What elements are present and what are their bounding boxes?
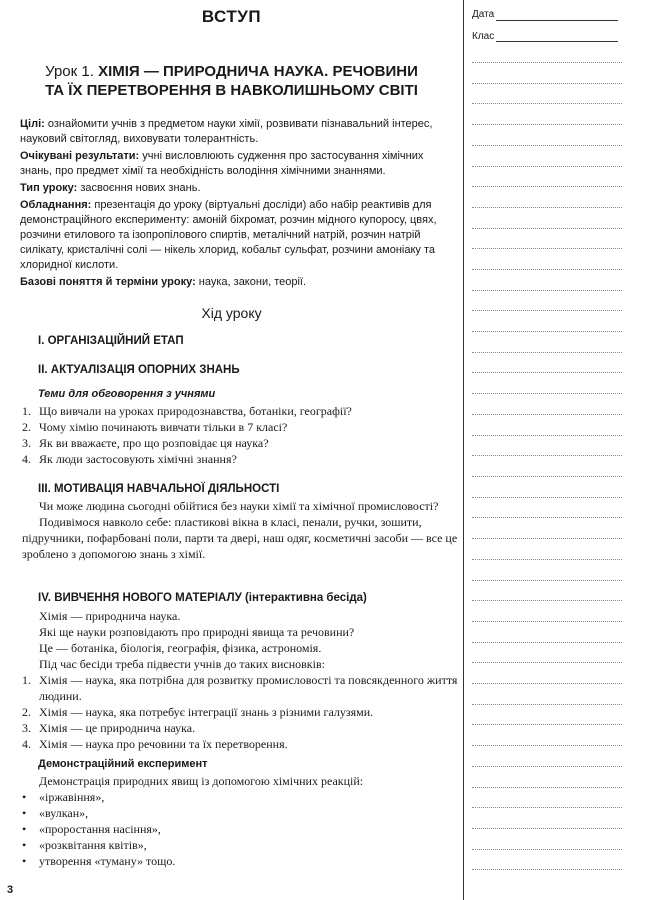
note-line <box>472 207 622 209</box>
list-item: 2. Чому хімію починають вивчати тільки в 7 класі? <box>22 420 288 434</box>
demo-text <box>22 773 458 869</box>
note-line <box>472 642 622 644</box>
list-item: • утворення «туману» тощо. <box>22 854 176 868</box>
course-heading: Хід уроку <box>201 305 262 321</box>
demo-heading: Демонстраційний експеримент <box>38 758 208 770</box>
stage1-heading: І. ОРГАНІЗАЦІЙНИЙ ЕТАП <box>38 335 184 347</box>
note-line <box>472 807 622 809</box>
stage4-line: Хімія — природнича наука. <box>39 609 181 623</box>
note-line <box>472 476 622 478</box>
note-line <box>472 600 622 602</box>
lesson-prefix: Урок 1. <box>45 63 94 80</box>
note-line <box>472 538 622 540</box>
stage4-line: Це — ботаніка, біологія, географія, фізика, астрономія. <box>39 641 322 655</box>
note-line <box>472 186 622 188</box>
lesson-title-line1: ХІМІЯ — ПРИРОДНИЧА НАУКА. РЕЧОВИНИ <box>98 63 418 80</box>
stage2-heading: ІІ. АКТУАЛІЗАЦІЯ ОПОРНИХ ЗНАНЬ <box>38 364 240 376</box>
demo-intro: Демонстрація природних явищ із допомогою хімічних реакцій: <box>39 774 364 788</box>
list-item: 4. Хімія — наука про речовини та їх перетворення. <box>22 737 288 751</box>
date-label: Дата <box>472 9 495 20</box>
goals-label: Цілі: <box>20 118 45 130</box>
note-line <box>472 62 622 64</box>
note-line <box>472 787 622 789</box>
list-item: • «вулкан», <box>22 806 89 820</box>
equipment-label: Обладнання: <box>20 199 92 211</box>
note-line <box>472 310 622 312</box>
lesson-meta <box>20 117 458 290</box>
stage4-heading: IV. ВИВЧЕННЯ НОВОГО МАТЕРІАЛУ (інтерактивна бесіда) <box>38 592 367 604</box>
lesson-title-line2: ТА ЇХ ПЕРЕТВОРЕННЯ В НАВКОЛИШНЬОМУ СВІТІ <box>45 82 418 99</box>
note-line <box>472 869 622 871</box>
note-line <box>472 766 622 768</box>
note-line <box>472 166 622 168</box>
note-line <box>472 559 622 561</box>
note-line <box>472 745 622 747</box>
list-item: 3. Як ви вважаєте, про що розповідає ця наука? <box>22 436 269 450</box>
note-line <box>472 352 622 354</box>
list-item: • «розквітання квітів», <box>22 838 147 852</box>
terms-label: Базові поняття й терміни уроку: <box>20 276 196 288</box>
note-line <box>472 331 622 333</box>
results-text: учні висловлюють судження про застосування хімічних знань, про предмет хімії та необхідність володіння хімічними знаннями. <box>20 150 424 177</box>
note-line <box>472 724 622 726</box>
goals-text: ознайомити учнів з предметом науки хімії, розвивати пізнавальний інтерес, науковий світогляд, виховувати толерантність. <box>20 118 433 145</box>
class-field-line[interactable] <box>496 41 618 42</box>
stage4-text <box>22 608 458 752</box>
note-line <box>472 704 622 706</box>
note-line <box>472 372 622 374</box>
stage3-heading: ІІІ. МОТИВАЦІЯ НАВЧАЛЬНОЇ ДІЯЛЬНОСТІ <box>38 483 280 495</box>
list-item: • «проростання насіння», <box>22 822 161 836</box>
stage2-subheading: Теми для обговорення з учнями <box>38 388 216 400</box>
lesson-title <box>0 62 463 100</box>
note-line <box>472 248 622 250</box>
type-text: засвоєння нових знань. <box>80 182 201 194</box>
note-line <box>472 621 622 623</box>
note-line <box>472 662 622 664</box>
type-label: Тип уроку: <box>20 182 78 194</box>
note-line <box>472 83 622 85</box>
note-line <box>472 517 622 519</box>
margin-divider <box>463 0 464 900</box>
note-line <box>472 683 622 685</box>
list-item: 4. Як люди застосовують хімічні знання? <box>22 452 237 466</box>
note-line <box>472 455 622 457</box>
section-title: ВСТУП <box>201 7 262 26</box>
list-item: • «іржавіння», <box>22 790 105 804</box>
stage4-line: Які ще науки розповідають про природні явища та речовини? <box>39 625 355 639</box>
note-line <box>472 124 622 126</box>
class-label: Клас <box>472 31 495 42</box>
note-line <box>472 414 622 416</box>
note-line <box>472 849 622 851</box>
note-line <box>472 497 622 499</box>
list-item: 3. Хімія — це природнича наука. <box>22 721 196 735</box>
note-line <box>472 290 622 292</box>
note-line <box>472 580 622 582</box>
stage3-paragraph-2: Подивімося навколо себе: пластикові вікна в класі, пенали, ручки, зошити, підручники, пофарбовані поли, парти та двері, наш одяг, косметичні засоби — все це зроблено з допомогою знань з хімії. <box>22 515 458 561</box>
terms-text: наука, закони, теорії. <box>198 276 307 288</box>
stage4-line: Під час бесіди треба підвести учнів до таких висновків: <box>39 657 325 671</box>
list-item: 2. Хімія — наука, яка потребує інтеграції знань з різними галузями. <box>22 705 374 719</box>
note-line <box>472 269 622 271</box>
page-number: 3 <box>7 884 14 896</box>
note-line <box>472 393 622 395</box>
note-line <box>472 228 622 230</box>
results-label: Очікувані результати: <box>20 150 140 162</box>
stage3-paragraph-1: Чи може людина сьогодні обійтися без науки хімії та хімічної промисловості? <box>39 499 439 513</box>
equipment-text: презентація до уроку (віртуальні досліди) або набір реактивів для демонстраційного експерименту: амоній біхромат, розчин мідного купоросу, цвях, розчини етилового та ізопропілового спиртів, металічний натрій, розчин натрій силікату, кристалічні солі — нікель хлорид, кобальт сульфат, розчини амоніаку та хлоридної кислоти. <box>20 199 437 271</box>
note-line <box>472 103 622 105</box>
date-field-line[interactable] <box>496 20 618 21</box>
note-line <box>472 828 622 830</box>
stage2-list <box>22 403 458 467</box>
stage3-text <box>22 498 458 562</box>
list-item: 1. Що вивчали на уроках природознавства, ботаніки, географії? <box>22 404 352 418</box>
note-line <box>472 435 622 437</box>
note-line <box>472 145 622 147</box>
list-item: 1. Хімія — наука, яка потрібна для розвитку промисловості та повсякденного життя людини. <box>22 673 458 703</box>
